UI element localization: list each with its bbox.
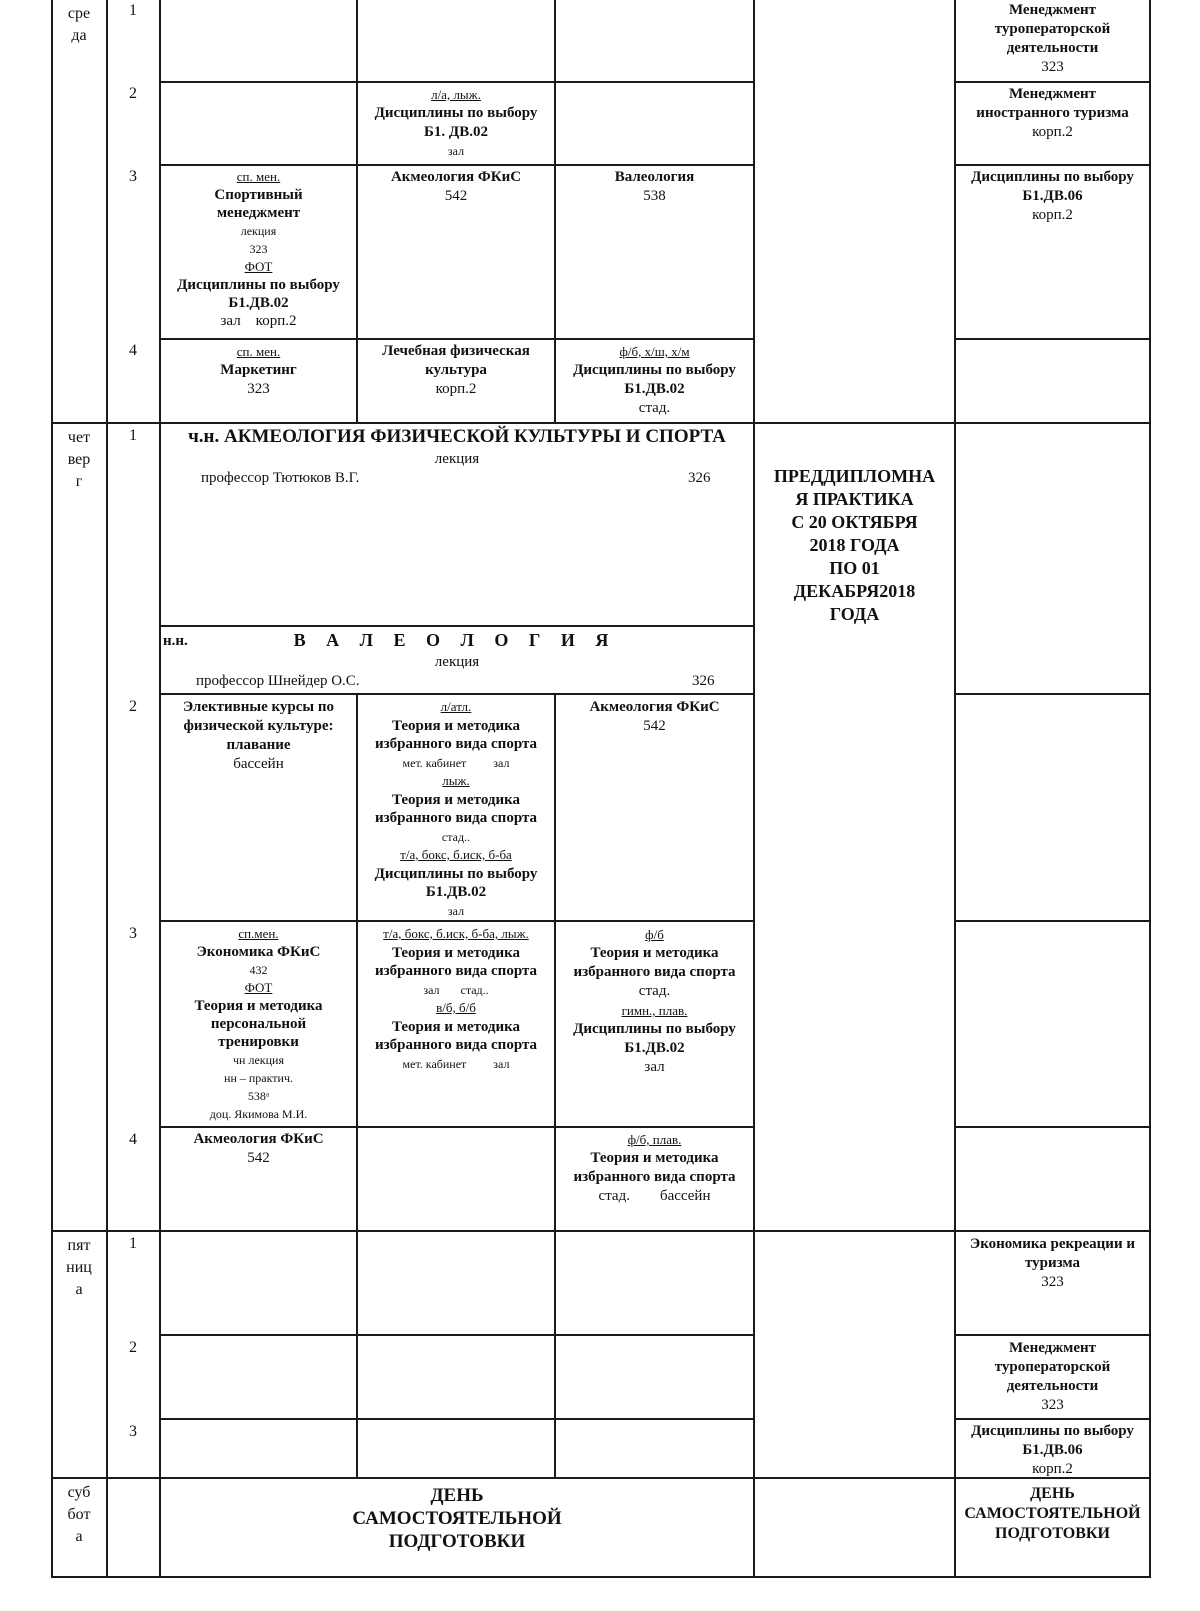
grid-line — [159, 693, 753, 695]
class-cell: Дисциплины по выбору Б1.ДВ.06 корп.2 — [971, 1423, 1134, 1477]
grid-line — [159, 164, 753, 166]
grid-line — [954, 81, 1151, 83]
grid-line — [954, 1334, 1151, 1336]
grid-line — [51, 1230, 1151, 1232]
grid-line — [159, 1126, 753, 1128]
day-label-thursday: чет вер г — [67, 429, 91, 490]
grid-line — [51, 0, 53, 1578]
class-cell: Акмеология ФКиС 542 — [589, 699, 720, 734]
class-cell: т/а, бокс, б.иск, б-ба, лыж. Теория и методика избранного вида спорта зал стад.. в/б, б/б Теория и методика избранного вида спорта мет. кабинет зал — [374, 926, 538, 1071]
grid-line — [159, 1418, 753, 1420]
class-cell: ф/б, х/ш, х/м Дисциплины по выбору Б1.ДВ.02 стад. — [573, 344, 736, 416]
pair-number: 2 — [129, 1339, 137, 1356]
grid-line — [753, 0, 755, 1578]
class-cell: Менеджмент туроператорской деятельности 323 — [994, 1340, 1111, 1413]
class-cell: Акмеология ФКиС 542 — [193, 1131, 324, 1166]
week-marker: н.н. — [163, 633, 188, 649]
class-cell: Лечебная физическая культура корп.2 — [382, 343, 530, 397]
lecture-type: лекция — [434, 654, 480, 670]
grid-line — [954, 338, 1151, 340]
lecture-title: В А Л Е О Л О Г И Я — [293, 630, 617, 650]
class-cell: Элективные курсы по физической культуре: плавание бассейн — [182, 699, 335, 772]
grid-line — [554, 1232, 556, 1479]
pair-number: 2 — [129, 698, 137, 715]
lecture-teacher: профессор Тютюков В.Г. — [201, 470, 360, 486]
class-cell: ф/б, плав. Теория и методика избранного вида спорта стад. бассейн — [573, 1132, 736, 1204]
class-cell: сп. мен. Маркетинг 323 — [220, 344, 297, 397]
class-cell: сп.мен. Экономика ФКиС 432 ФОТ Теория и методика персональной тренировки чн лекция нн – практич. 538ᵃ доц. Якимова М.И. — [194, 926, 323, 1121]
pair-number: 1 — [129, 427, 137, 444]
lecture-room: 326 — [692, 673, 715, 689]
grid-line — [159, 338, 753, 340]
grid-line — [1149, 0, 1151, 1578]
grid-line — [954, 1418, 1151, 1420]
grid-line — [159, 1334, 753, 1336]
grid-line — [159, 920, 753, 922]
grid-line — [954, 693, 1151, 695]
grid-line — [356, 1232, 358, 1479]
lecture-title: ч.н. АКМЕОЛОГИЯ ФИЗИЧЕСКОЙ КУЛЬТУРЫ И СПОРТА — [188, 426, 726, 447]
class-cell: Менеджмент иностранного туризма корп.2 — [976, 86, 1129, 140]
day-label-friday: пят ниц а — [66, 1237, 92, 1298]
class-cell: л/атл. Теория и методика избранного вида спорта мет. кабинет зал лыж. Теория и методика избранного вида спорта стад.. т/а, бокс, б.иск, б-ба Дисциплины по выбору Б1.ДВ.02 зал — [374, 699, 538, 918]
grid-line — [159, 81, 753, 83]
pair-number: 4 — [129, 342, 137, 359]
grid-line — [51, 422, 1151, 424]
grid-line — [106, 0, 108, 1578]
class-cell: Акмеология ФКиС 542 — [390, 169, 522, 204]
grid-line — [159, 625, 753, 627]
pair-number: 2 — [129, 85, 137, 102]
class-cell: Экономика рекреации и туризма 323 — [970, 1236, 1135, 1290]
self-study-notice: ДЕНЬ САМОСТОЯТЕЛЬНОЙ ПОДГОТОВКИ — [964, 1485, 1141, 1542]
pair-number: 3 — [129, 925, 137, 942]
self-study-notice: ДЕНЬ САМОСТОЯТЕЛЬНОЙ ПОДГОТОВКИ — [352, 1485, 562, 1552]
class-cell: л/а, лыж. Дисциплины по выбору Б1. ДВ.02 зал — [374, 87, 538, 158]
grid-line — [954, 920, 1151, 922]
grid-line — [51, 1576, 1151, 1578]
class-cell: Валеология 538 — [614, 169, 695, 204]
pair-number: 1 — [129, 1235, 137, 1252]
lecture-room: 326 — [688, 470, 711, 486]
class-cell: сп. мен. Спортивный менеджмент лекция 323 ФОТ Дисциплины по выбору Б1.ДВ.02 зал корп.2 — [177, 169, 340, 329]
day-label-wednesday: сре да — [67, 5, 91, 44]
class-cell: Менеджмент туроператорской деятельности 323 — [994, 2, 1111, 75]
class-cell: ф/б Теория и методика избранного вида спорта стад. гимн., плав. Дисциплины по выбору Б1.ДВ.02 зал — [573, 927, 736, 1075]
day-label-saturday: суб бот а — [67, 1484, 91, 1545]
pair-number: 4 — [129, 1131, 137, 1148]
practice-notice: ПРЕДДИПЛОМНА Я ПРАКТИКА С 20 ОКТЯБРЯ 2018 ГОДА ПО 01 ДЕКАБРЯ2018 ГОДА — [773, 466, 936, 624]
class-cell: Дисциплины по выбору Б1.ДВ.06 корп.2 — [971, 169, 1134, 223]
lecture-teacher: профессор Шнейдер О.С. — [196, 673, 360, 689]
grid-line — [954, 164, 1151, 166]
grid-line — [954, 1126, 1151, 1128]
pair-number: 3 — [129, 168, 137, 185]
lecture-type: лекция — [434, 451, 480, 467]
pair-number: 1 — [129, 2, 137, 19]
pair-number: 3 — [129, 1423, 137, 1440]
